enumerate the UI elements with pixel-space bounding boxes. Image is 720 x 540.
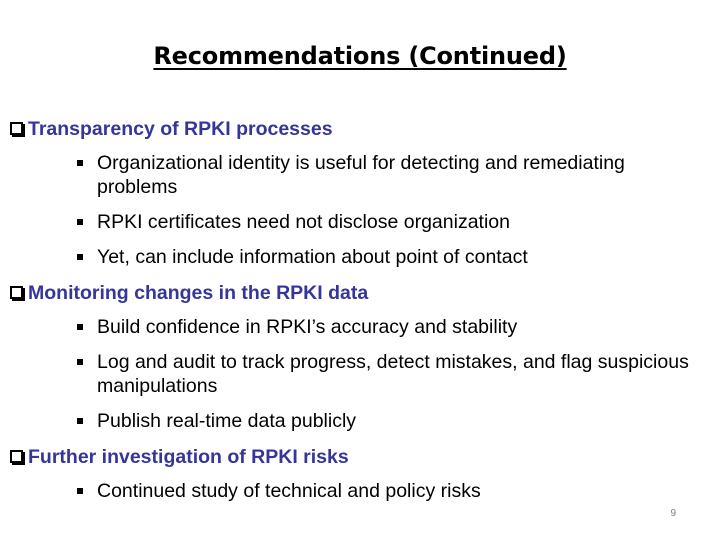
checkbox-bullet-icon [10,122,23,135]
section-heading [10,280,700,306]
checkbox-bullet-icon [10,450,23,463]
section-heading [10,444,700,470]
bullet-text: Yet, can include information about point of contact [97,246,528,268]
bullet-item [10,210,700,234]
bullet-text: RPKI certificates need not disclose organization [97,211,510,233]
square-bullet-icon [77,254,83,260]
square-bullet-icon [77,324,83,330]
square-bullet-icon [77,488,83,494]
bullet-text: Publish real-time data publicly [97,410,357,432]
section-heading-text: Monitoring changes in the RPKI data [28,282,369,304]
section-heading-text: Transparency of RPKI processes [28,118,333,140]
bullet-item [10,151,700,199]
slide-content [10,116,700,514]
bullet-text: Build confidence in RPKI’s accuracy and stability [97,316,518,338]
bullet-item [10,245,700,269]
slide-title: Recommendations (Continued) [153,42,567,70]
bullet-text: Organizational identity is useful for detecting and remediating problems [97,152,625,198]
square-bullet-icon [77,160,83,166]
bullet-item [10,315,700,339]
checkbox-bullet-icon [10,286,23,299]
square-bullet-icon [77,359,83,365]
bullet-item [10,479,700,503]
square-bullet-icon [77,219,83,225]
square-bullet-icon [77,418,83,424]
bullet-text: Log and audit to track progress, detect mistakes, and flag suspicious manipulations [97,351,689,397]
page-number: 9 [670,508,676,519]
bullet-item [10,350,700,398]
section-heading-text: Further investigation of RPKI risks [28,446,349,468]
bullet-text: Continued study of technical and policy risks [97,480,481,502]
section-heading [10,116,700,142]
bullet-item [10,409,700,433]
